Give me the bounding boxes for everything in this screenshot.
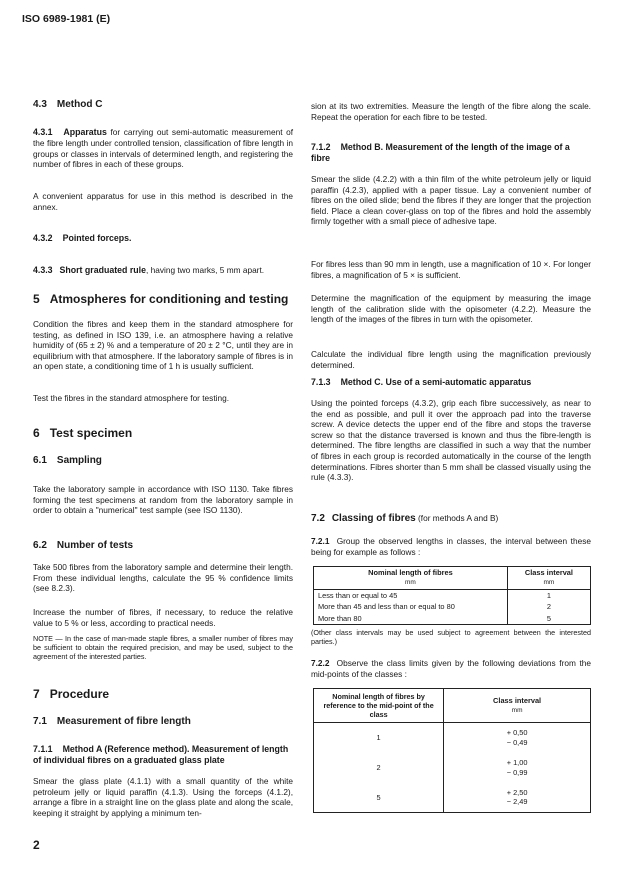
para-4-3-3: 4.3.3 Short graduated rule, having two marks, 5 mm apart. [33, 265, 265, 275]
class-interval-table: Nominal length of fibres mm Class interval mm Less than or equal to 45 1 More than 45 and less than or equal to 80 2 More than 80 5 [313, 566, 591, 625]
class-limits-table: Nominal length of fibres by reference to the mid-point of the class Class interval mm 1 + 0,50 − 0,49 2 + 1,00 − 0,99 5 + 2,50 − 2,49 [313, 688, 591, 813]
para-take500: Take 500 fibres from the laboratory sample and determine their length. From these individual lengths, calculate the 95 % confidence limits (see 8.2.3). [33, 562, 293, 594]
table-row: 5 + 2,50 − 2,49 [314, 783, 591, 813]
para-smear-slide: Smear the slide (4.2.2) with a thin film of the white petroleum jelly or liquid paraffin (4.2.3), applied with a paper tissue. Lay a convenient number of fibres on the oiled slide; bend the fibres if they are longer that the projection field. Place a clean cover-glass on top of the fibres and hold the assembly firmly together with a small piece of adhesive tape. [311, 174, 591, 227]
para-sampling: Take the laboratory sample in accordance with ISO 1130. Take fibres forming the test specimens at random from the laboratory sample in order to obtain a "numerical" test sample (see ISO 1130). [33, 484, 293, 516]
para-for-fibres: For fibres less than 90 mm in length, use a magnification of 10 ×. For longer fibres, a magnification of 5 × is sufficient. [311, 259, 591, 280]
para-4-3-1: 4.3.1 Apparatus for carrying out semi-automatic measurement of the fibre length under controlled tension, classification of fibre length in groups or classes in intervals of determined length, and registering the number of fibres in each of these groups. [33, 127, 293, 170]
para-determine: Determine the magnification of the equipment by measuring the image length of the calibration slide with the opisometer (4.2.2). Measure the length of the images of the fibres in turn with the opisometer. [311, 293, 591, 325]
heading-6: 6 Test specimen [33, 426, 133, 440]
table-row: More than 80 5 [314, 613, 591, 625]
para-condition: Condition the fibres and keep them in the standard atmosphere for testing, as defined in ISO 139, i.e. an atmosphere having a relative humidity of (65 ± 2) % and a temperature of 20 ± 2 °C, until they are in equilibrium with that atmosphere. If the laboratory sample of fibres is in an open state, a conditioning time of 1 h is usually sufficient. [33, 319, 293, 372]
table-row: More than 45 and less than or equal to 80 2 [314, 601, 591, 612]
table-row: 2 + 1,00 − 0,99 [314, 753, 591, 783]
heading-7: 7 Procedure [33, 687, 110, 701]
heading-7-1-2: 7.1.2 Method B. Measurement of the length of the image of a fibre [311, 142, 570, 163]
para-test: Test the fibres in the standard atmosphere for testing. [33, 393, 230, 403]
heading-7-2: 7.2 Classing of fibres (for methods A and B) [311, 513, 499, 524]
heading-4-3-2: 4.3.2 Pointed forceps. [33, 233, 132, 243]
para-calculate: Calculate the individual fibre length using the magnification previously determined. [311, 349, 591, 370]
para-sion: sion at its two extremities. Measure the length of the fibre along the scale. Repeat the operation for each fibre to be tested. [311, 101, 591, 122]
para-other-intervals: (Other class intervals may be used subject to agreement between the interested parties.) [311, 628, 591, 646]
para-7-2-1: 7.2.1 Group the observed lengths in classes, the interval between these being for example as follows : [311, 536, 591, 557]
document-header: ISO 6989-1981 (E) [22, 13, 111, 25]
heading-6-2: 6.2 Number of tests [33, 540, 134, 551]
table-row: Less than or equal to 45 1 [314, 589, 591, 601]
heading-7-1-1: 7.1.1 Method A (Reference method). Measurement of length of individual fibres on a graduated glass plate [33, 744, 289, 765]
heading-5: 5 Atmospheres for conditioning and testing [33, 292, 289, 306]
para-using: Using the pointed forceps (4.3.2), grip each fibre successively, as near to the end as possible, and pull it over the approach pad into the traverse screw. A device detects the upper end of the fibre and stops the traverse screw so that the distance traversed is known and thus the fibre-length is determined. The fibre lengths are classified in such a way that the number of fibres in each group is recorded automatically in the course of the length determinations. Fibres shorter than 5 mm shall be classed visually using the rule (4.3.3). [311, 398, 591, 483]
table-row: 1 + 0,50 − 0,49 [314, 723, 591, 753]
heading-6-1: 6.1 Sampling [33, 455, 102, 466]
note: NOTE — In the case of man-made staple fibres, a smaller number of fibres may be sufficient to obtain the required precision, and may be used, subject to the agreement of the interested parties. [33, 634, 293, 661]
para-7-2-2: 7.2.2 Observe the class limits given by the following deviations from the mid-points of the classes : [311, 658, 591, 679]
para-annex: A convenient apparatus for use in this method is described in the annex. [33, 191, 293, 212]
page-number: 2 [33, 838, 40, 852]
heading-7-1: 7.1 Measurement of fibre length [33, 716, 191, 727]
para-smear-glass: Smear the glass plate (4.1.1) with a small quantity of the white petroleum jelly or liquid paraffin (4.1.3). Using the forceps (4.1.2), arrange a fibre in a straight line on the glass plate and along the scale, keeping it straight by applying a minimum ten- [33, 776, 293, 818]
heading-7-1-3: 7.1.3 Method C. Use of a semi-automatic apparatus [311, 377, 532, 387]
para-increase: Increase the number of fibres, if necessary, to reduce the relative value to 5 % or less, according to practical needs. [33, 607, 293, 628]
heading-4-3: 4.3 Method C [33, 99, 103, 110]
